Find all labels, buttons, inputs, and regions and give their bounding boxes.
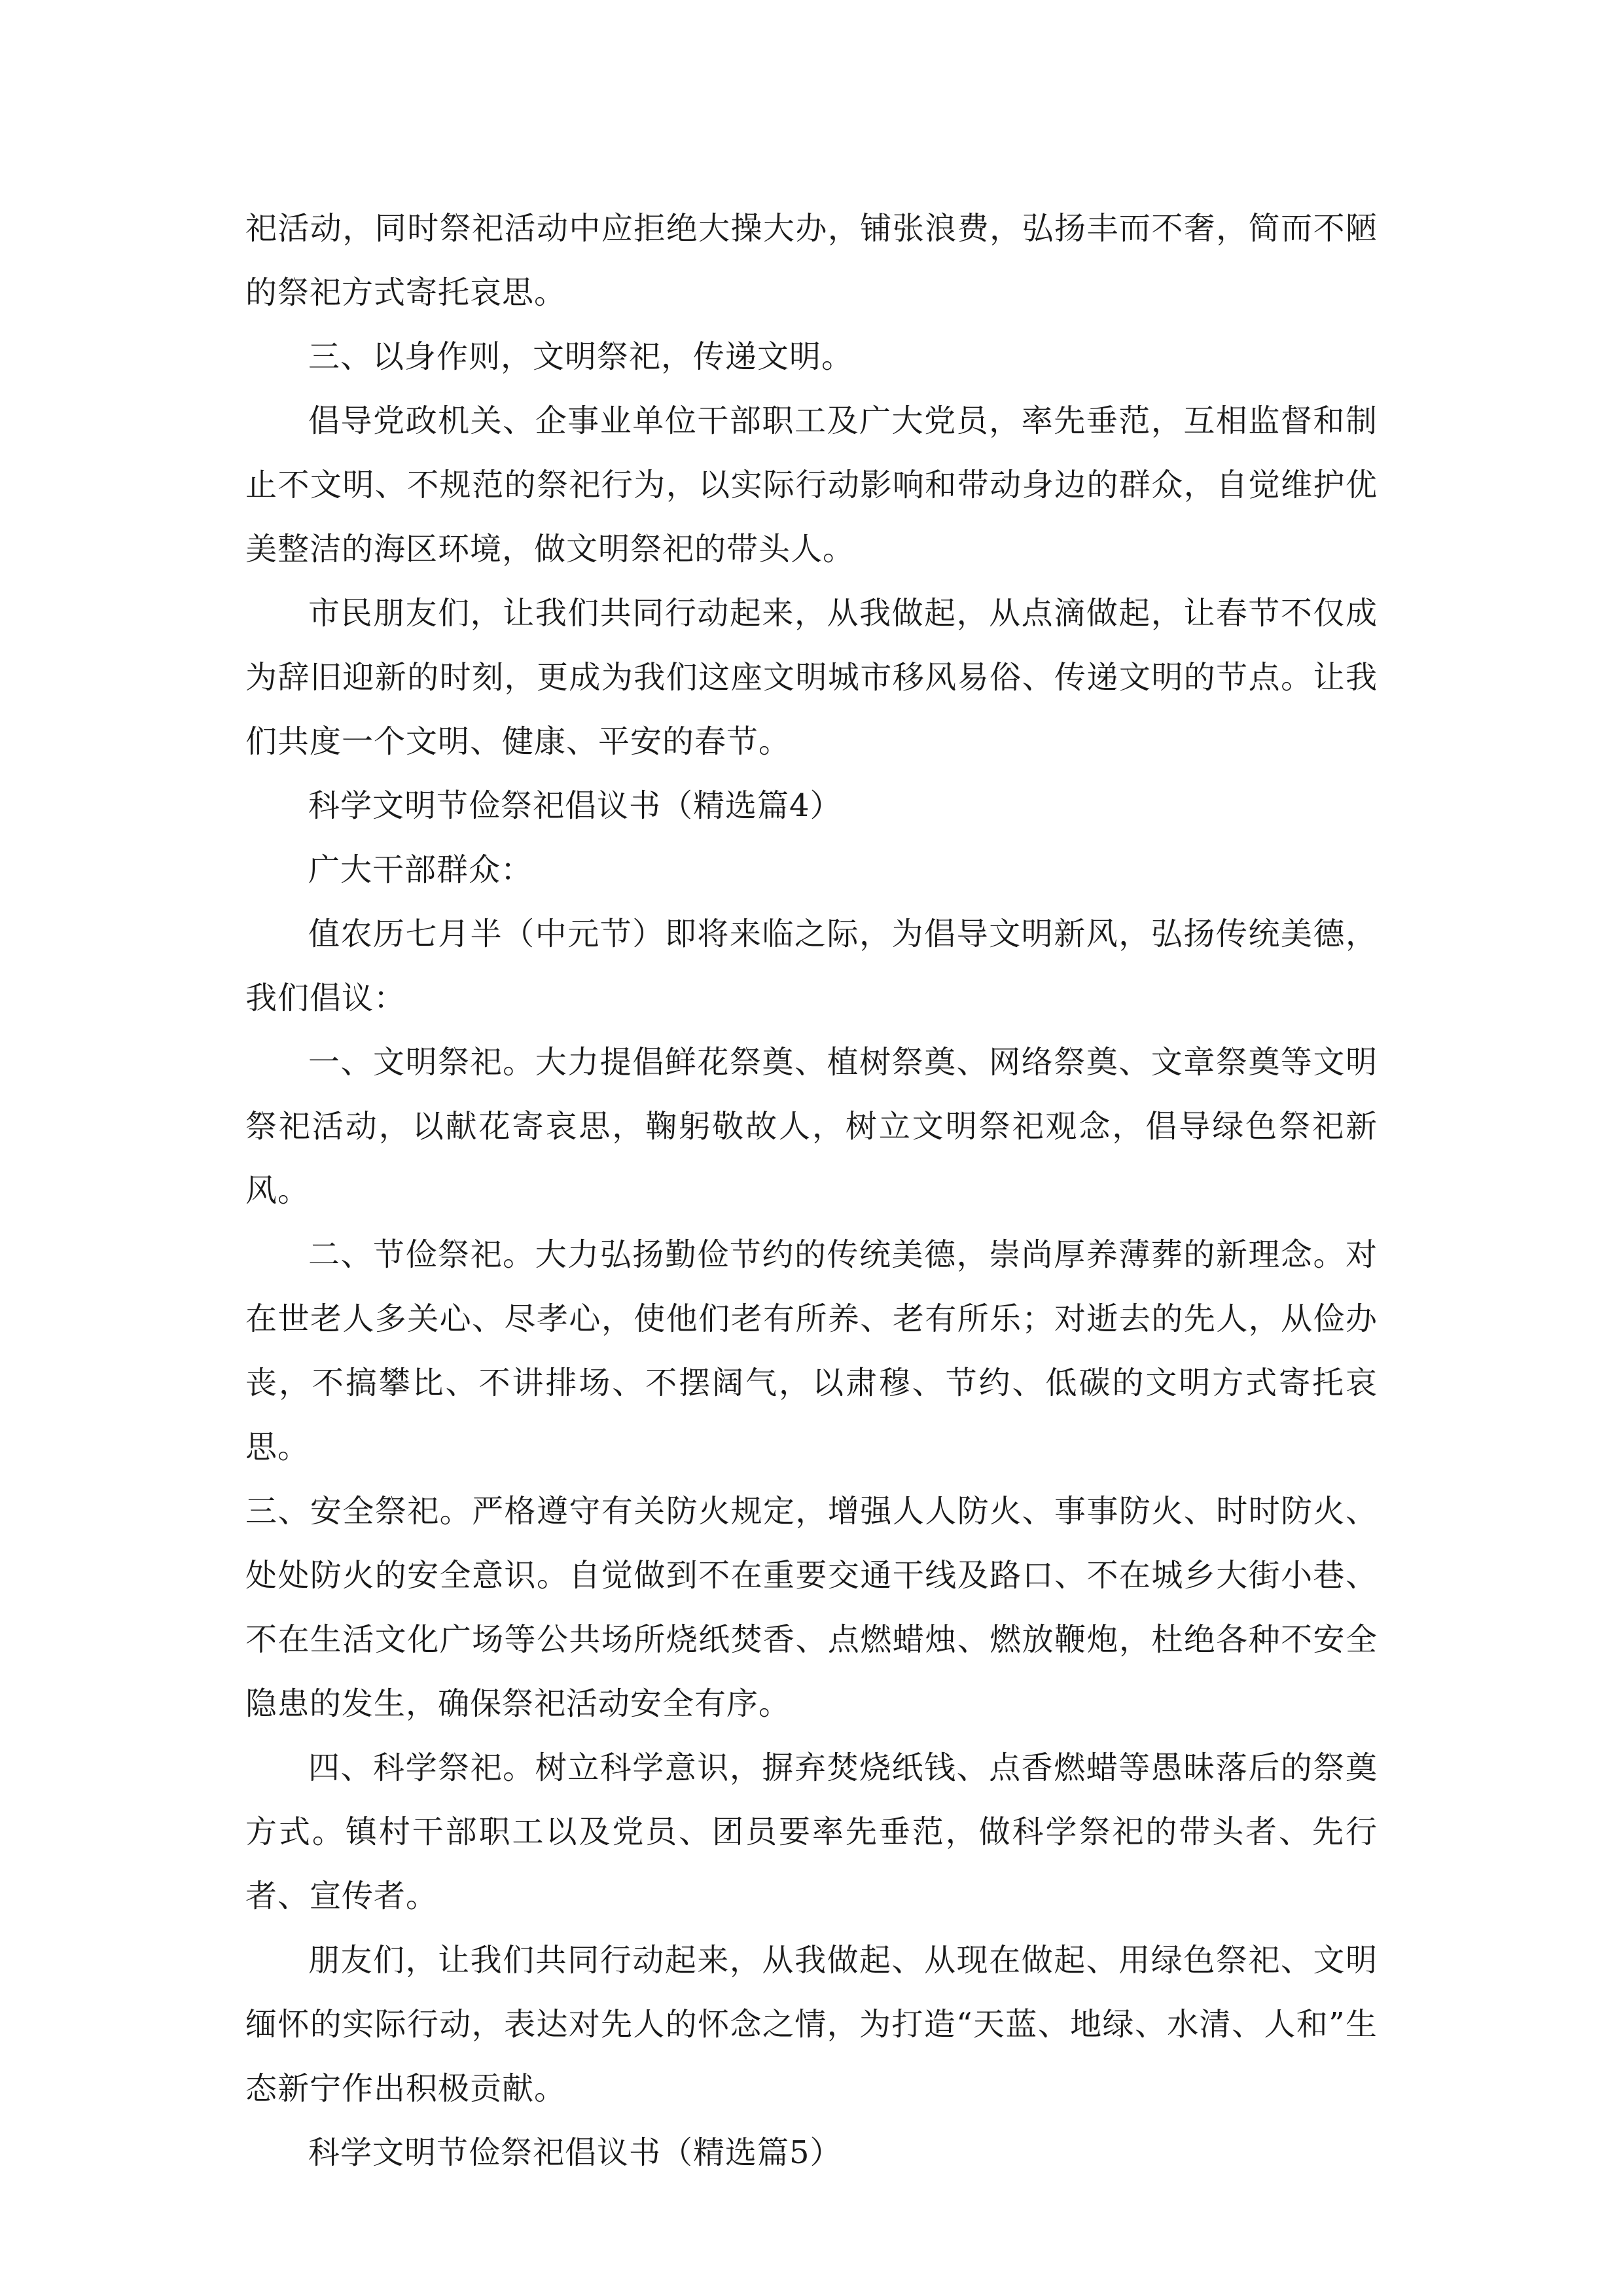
section-title-part-5: 科学文明节俭祭祀倡议书（精选篇5） (308, 2134, 842, 2171)
paragraph-lead-by-example: 倡导党政机关、企事业单位干部职工及广大党员，率先垂范，互相监督和制止不文明、不规范的祭祀行为，以实际行动影响和带动身边的群众，自觉维护优美整洁的海区环境，做文明祭祀的带头人。 (245, 403, 1378, 567)
paragraph-citizens-appeal: 市民朋友们，让我们共同行动起来，从我做起，从点滴做起，让春节不仅成为辞旧迎新的时刻，更成为我们这座文明城市移风易俗、传递文明的节点。让我们共度一个文明、健康、平安的春节。 (245, 595, 1378, 760)
paragraph-section-three-heading: 三、以身作则，文明祭祀，传递文明。 (308, 338, 854, 375)
paragraph-scientific-sacrifice: 四、科学祭祀。树立科学意识，摒弃焚烧纸钱、点香燃蜡等愚昧落后的祭奠方式。镇村干部职工以及党员、团员要率先垂范，做科学祭祀的带头者、先行者、宣传者。 (245, 1749, 1378, 1914)
paragraph-closing-appeal: 朋友们，让我们共同行动起来，从我做起、从现在做起、用绿色祭祀、文明缅怀的实际行动，表达对先人的怀念之情，为打造“天蓝、地绿、水清、人和”生态新宁作出积极贡献。 (245, 1942, 1378, 2107)
paragraph-frugal-sacrifice: 二、节俭祭祀。大力弘扬勤俭节约的传统美德，崇尚厚养薄葬的新理念。对在世老人多关心、尽孝心，使他们老有所养、老有所乐；对逝去的先人，从俭办丧，不搞攀比、不讲排场、不摆阔气，以肃穆、节约、低碳的文明方式寄托哀思。 (245, 1236, 1378, 1465)
document-body (245, 196, 1378, 2185)
paragraph-civilized-sacrifice: 一、文明祭祀。大力提倡鲜花祭奠、植树祭奠、网络祭奠、文章祭奠等文明祭祀活动，以献花寄哀思，鞠躬敬故人，树立文明祭祀观念，倡导绿色祭祀新风。 (245, 1044, 1378, 1209)
section-title-part-4: 科学文明节俭祭祀倡议书（精选篇4） (308, 787, 842, 824)
paragraph-continuation: 祀活动，同时祭祀活动中应拒绝大操大办，铺张浪费，弘扬丰而不奢，简而不陋的祭祀方式寄托哀思。 (245, 210, 1378, 311)
paragraph-intro: 值农历七月半（中元节）即将来临之际，为倡导文明新风，弘扬传统美德，我们倡议： (245, 916, 1378, 1016)
salutation: 广大干部群众： (308, 852, 533, 888)
paragraph-safe-sacrifice: 三、安全祭祀。严格遵守有关防火规定，增强人人防火、事事防火、时时防火、处处防火的安全意识。自觉做到不在重要交通干线及路口、不在城乡大街小巷、不在生活文化广场等公共场所烧纸焚香、点燃蜡烛、燃放鞭炮，杜绝各种不安全隐患的发生，确保祭祀活动安全有序。 (245, 1493, 1378, 1722)
